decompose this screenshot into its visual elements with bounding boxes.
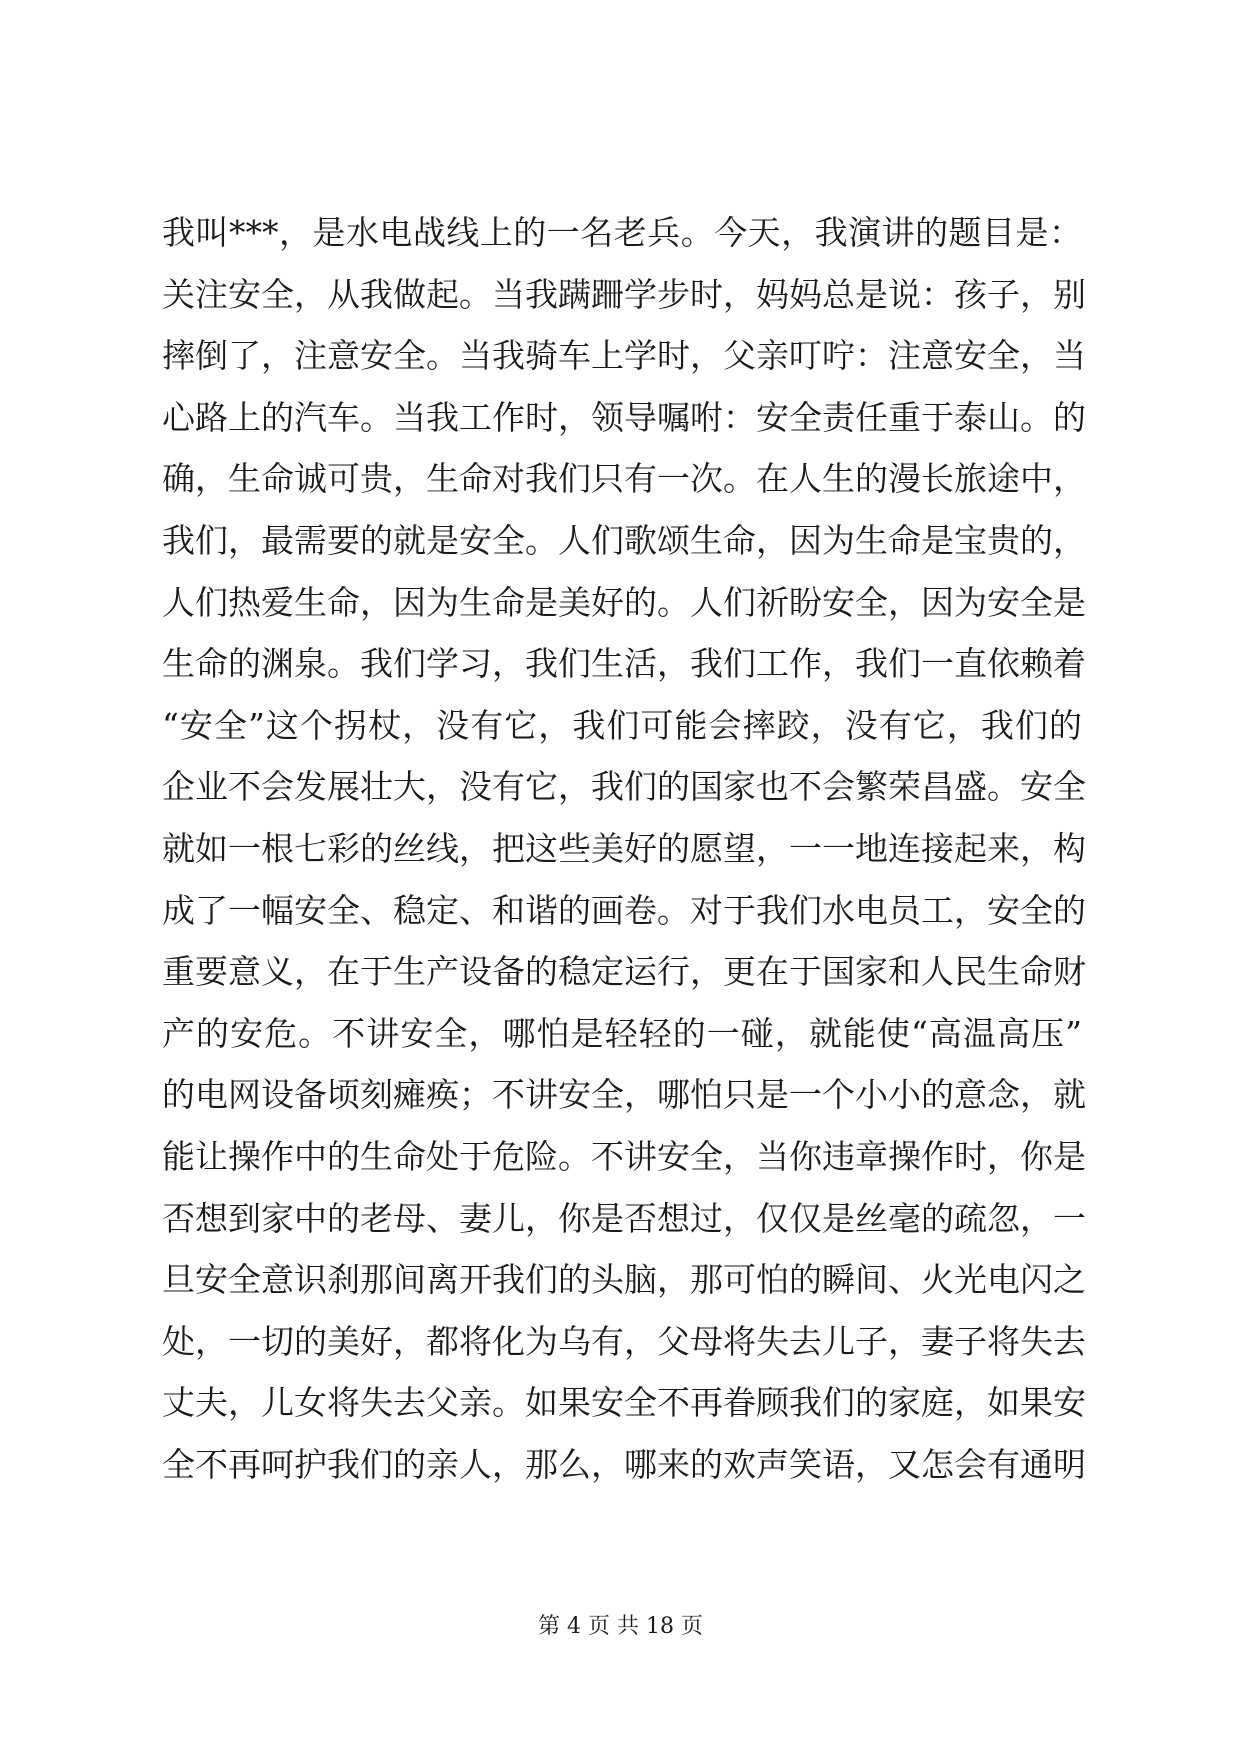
text-line: 成了一幅安全、稳定、和谐的画卷。对于我们水电员工，安全的	[162, 890, 1086, 930]
text-line: 企业不会发展壮大，没有它，我们的国家也不会繁荣昌盛。安全	[162, 767, 1086, 807]
text-line: 旦安全意识刹那间离开我们的头脑，那可怕的瞬间、火光电闪之	[162, 1260, 1086, 1300]
text-line: 我们，最需要的就是安全。人们歌颂生命，因为生命是宝贵的，	[162, 520, 1086, 560]
text-line: 我叫***，是水电战线上的一名老兵。今天，我演讲的题目是：	[162, 213, 1082, 252]
text-line: 摔倒了，注意安全。当我骑车上学时，父亲叮咛：注意安全，当	[162, 336, 1086, 376]
text-line: “安全”这个拐杖，没有它，我们可能会摔跤，没有它，我们的	[162, 705, 1082, 745]
text-line: 关注安全，从我做起。当我蹒跚学步时，妈妈总是说：孩子，别	[162, 274, 1086, 314]
body-text	[162, 202, 1086, 1495]
text-line: 重要意义，在于生产设备的稳定运行，更在于国家和人民生命财	[162, 952, 1086, 992]
text-line: 全不再呵护我们的亲人，那么，哪来的欢声笑语，又怎会有通明	[162, 1444, 1086, 1484]
text-line: 产的安危。不讲安全，哪怕是轻轻的一碰，就能使“高温高压”	[162, 1013, 1082, 1053]
text-line: 能让操作中的生命处于危险。不讲安全，当你违章操作时，你是	[162, 1136, 1086, 1176]
text-line: 确，生命诚可贵，生命对我们只有一次。在人生的漫长旅途中，	[162, 459, 1086, 499]
text-line: 人们热爱生命，因为生命是美好的。人们祈盼安全，因为安全是	[162, 582, 1086, 622]
text-line: 丈夫，儿女将失去父亲。如果安全不再眷顾我们的家庭，如果安	[162, 1383, 1086, 1423]
text-line: 否想到家中的老母、妻儿，你是否想过，仅仅是丝毫的疏忽，一	[162, 1198, 1086, 1238]
text-line: 生命的渊泉。我们学习，我们生活，我们工作，我们一直依赖着	[162, 644, 1086, 684]
text-line: 处，一切的美好，都将化为乌有，父母将失去儿子，妻子将失去	[162, 1321, 1086, 1361]
text-line: 就如一根七彩的丝线，把这些美好的愿望，一一地连接起来，构	[162, 828, 1086, 868]
page-number-footer: 第 4 页 共 18 页	[538, 1614, 703, 1639]
text-line: 心路上的汽车。当我工作时，领导嘱咐：安全责任重于泰山。的	[162, 397, 1086, 437]
text-line: 的电网设备顷刻瘫痪；不讲安全，哪怕只是一个小小的意念，就	[162, 1075, 1086, 1115]
